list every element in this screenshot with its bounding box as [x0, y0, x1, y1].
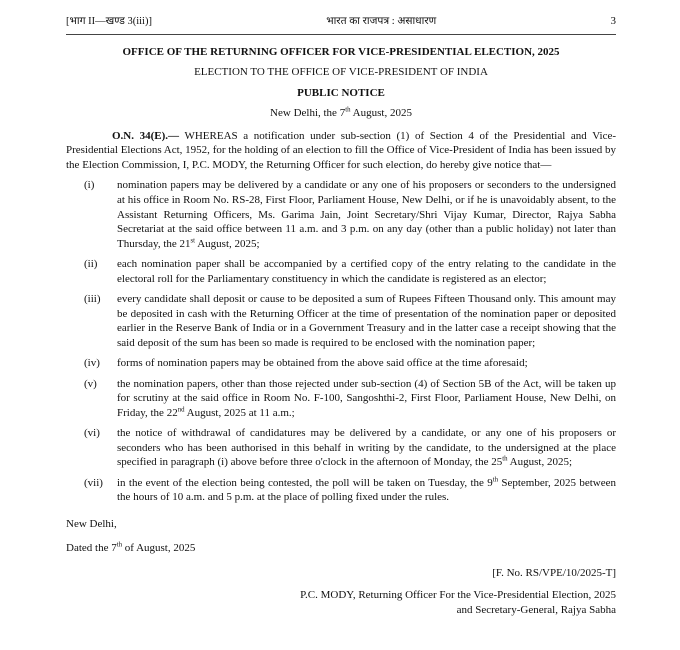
- item-text: forms of nomination papers may be obtained from the above said office at the time aforesaid;: [117, 357, 528, 370]
- item-text: in the event of the election being contested, the poll will be taken on Tuesday, the 9th September, 2025 between the hours of 10 a.m. and 5 p.m. at the place of polling fixed under the rules.: [117, 476, 617, 504]
- item-marker: (iv): [84, 357, 100, 370]
- item-text: the nomination papers, other than those rejected under sub-section (4) of Section 5B of the Act, will be taken up for scrutiny at the said office in Room No. F-100, Sangoshthi-2, First Floor, Parliament House, New Delhi, on Friday, the 22nd August, 2025 at 11 a.m.;: [117, 377, 616, 419]
- header-page-number: 3: [610, 15, 616, 27]
- notice-item-ii: [84, 257, 616, 286]
- notice-item-vii: [84, 476, 616, 505]
- notice-item-iii: [84, 292, 616, 350]
- item-text: each nomination paper shall be accompanied by a certified copy of the entry relating to the candidate in the electoral roll for the Parliamentary constituency in which the candidate is registered as an elector;: [117, 258, 616, 285]
- item-marker: (v): [84, 377, 97, 390]
- item-text: nomination papers may be delivered by a candidate or any one of his proposers or seconders to the undersigned at his office in Room No. RS-28, First Floor, Parliament House, New Delhi, or if he is unavoidably absent, to the Assistant Returning Officers, Ms. Garima Jain, Joint Secretary/Shri Vijay Kumar, Director, Rajya Sabha Secretariat at the said office between 11 a.m. and 3 p.m. on any day (other than a public holiday) not later than Thursday, the 21st August, 2025;: [117, 179, 616, 250]
- notice-item-i: [84, 178, 616, 251]
- dateline: New Delhi, the 7th August, 2025: [270, 106, 412, 120]
- election-title: ELECTION TO THE OFFICE OF VICE-PRESIDENT OF INDIA: [194, 66, 488, 79]
- item-marker: (iii): [84, 293, 101, 306]
- item-marker: (vii): [84, 476, 103, 489]
- footer-date: Dated the 7th of August, 2025: [66, 541, 196, 555]
- notice-item-vi: [84, 426, 616, 470]
- notice-type-heading: PUBLIC NOTICE: [297, 86, 385, 99]
- file-number: [F. No. RS/VPE/10/2025-T]: [492, 566, 616, 579]
- signatory-line-2: and Secretary-General, Rajya Sabha: [456, 603, 616, 616]
- item-marker: (vi): [84, 427, 100, 440]
- item-text: every candidate shall deposit or cause to be deposited a sum of Rupees Fifteen Thousand only. This amount may be deposited in cash with the Returning Officer at the time of presentation of the nomination paper or deposited earlier in the Reserve Bank of India or in a Government Treasury and in the latter case a receipt showing that the said deposit of the sum has been so made is required to be enclosed with the nomination paper;: [117, 293, 616, 349]
- intro-text: WHEREAS a notification under sub-section (1) of Section 4 of the Presidential and Vice-Presidential Elections Act, 1952, for the holding of an election to fill the Office of Vice-President of India has been issued by the Election Commission, I, P.C. MODY, the Returning Officer for such election, do hereby give notice that—: [66, 129, 616, 171]
- item-marker: (i): [84, 179, 95, 192]
- item-marker: (ii): [84, 258, 98, 271]
- header-part-section: [भाग II—खण्ड 3(iii)]: [66, 16, 152, 27]
- footer-place: New Delhi,: [66, 517, 117, 530]
- notice-items-list: [84, 178, 616, 504]
- notice-item-iv: [84, 356, 616, 371]
- signatory-line-1: P.C. MODY, Returning Officer For the Vice-Presidential Election, 2025: [300, 589, 616, 602]
- notice-body: [66, 45, 616, 618]
- intro-paragraph: [66, 129, 616, 173]
- header-gazette-title: भारत का राजपत्र : असाधारण: [326, 16, 437, 27]
- page-header: [66, 14, 616, 35]
- item-text: the notice of withdrawal of candidatures may be delivered by a candidate, or any one of his proposers or seconders who has been authorised in this behalf in writing by the candidate, to the undersigned at the place specified in paragraph (i) above before three o'clock in the afternoon of Monday, the 25th August, 2025;: [117, 427, 616, 469]
- notice-item-v: [84, 377, 616, 421]
- office-title: OFFICE OF THE RETURNING OFFICER FOR VICE-PRESIDENTIAL ELECTION, 2025: [122, 45, 560, 58]
- notice-number: O.N. 34(E).—: [112, 129, 180, 142]
